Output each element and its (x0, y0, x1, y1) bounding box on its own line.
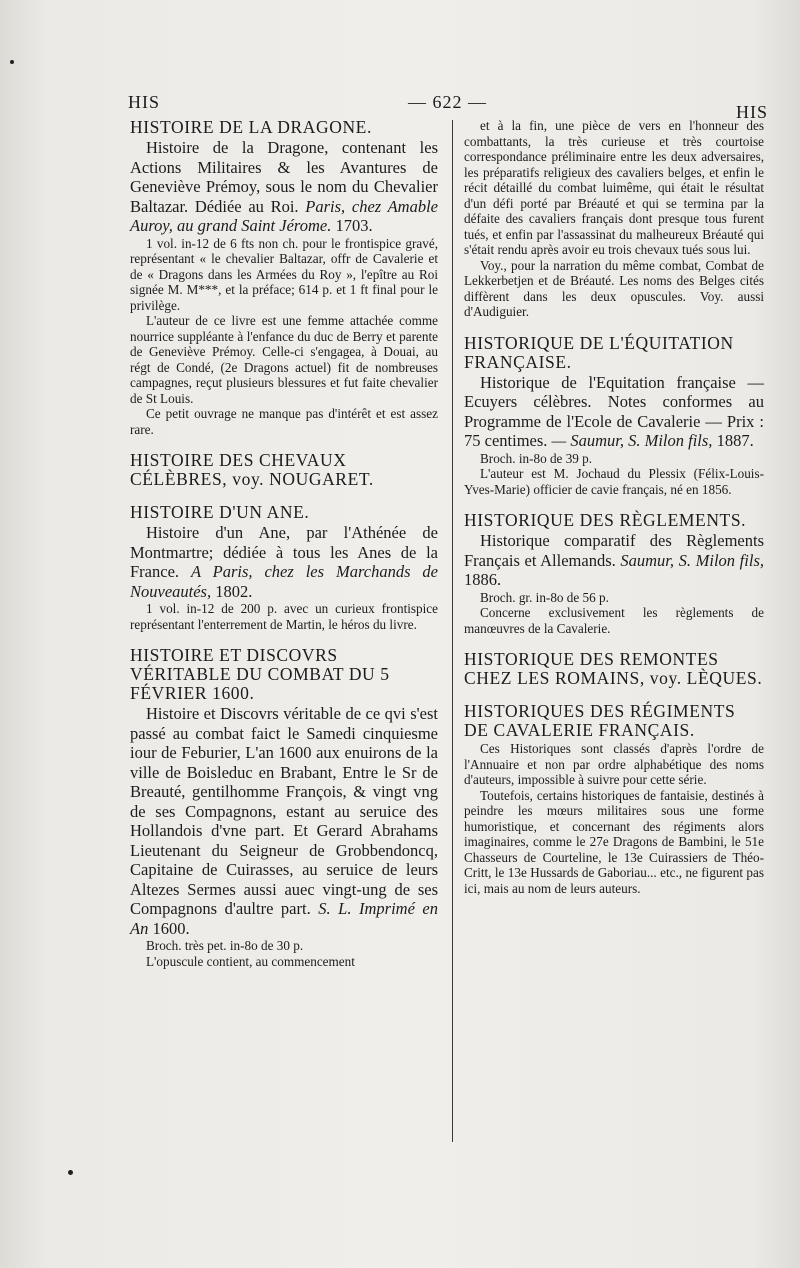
entry-note: Broch. gr. in-8o de 56 p. (480, 589, 609, 605)
entry-heading: HISTORIQUE DE L'ÉQUITATION FRANÇAISE. (464, 332, 734, 372)
entry-title-text: Historique comparatif des Règlements Français et Allemands. (464, 531, 764, 570)
entry-title-text: Histoire et Discovrs véritable de ce qvi s'est passé au combat faict le Samedi cinquiesme iour de Feburier, L'an 1600 aux enuirons de la ville de Boisleduc en Brabant, Entre le Sr de Breauté, gentilhomme François, & vingt vng de ses Compagnons, estant au seruice des Hollandois d'vne part. Et Gerard Abrahams Lieutenant du Seigneur de Grobbendoncq, Capitaine de Cuirasses, au seruice de leurs Altezes Sermes aussi auec vingt-ung de ses Compagnons d'aultre part. (130, 704, 438, 918)
running-header (128, 92, 768, 122)
entry-year: 1703. (335, 216, 373, 235)
entry-imprint: A Paris, chez les Marchands de Nouveautés, (130, 562, 438, 601)
bibliography-entry (130, 118, 438, 437)
entry-title-text: Histoire de la Dragone, contenant les Actions Militaires & les Avantures de Geneviève Prémoy, sous le nom du Chevalier Baltazar. Dédiée au Roi. (130, 138, 438, 216)
entry-title-text: Histoire d'un Ane, par l'Athénée de Montmartre; dédiée à tous les Anes de la France. (130, 523, 438, 581)
entry-imprint: S. L. Imprimé en An (130, 899, 438, 938)
speck-top (10, 60, 14, 64)
left-column (130, 118, 438, 983)
bibliography-entry (464, 650, 764, 688)
entry-note: Concerne exclusivement les règlements de manœuvres de la Cavalerie. (464, 605, 764, 636)
entry-heading: HISTOIRE DES CHEVAUX CÉLÈBRES, voy. NOUGARET. (130, 450, 374, 489)
entry-note: 1 vol. in-12 de 200 p. avec un curieux frontispice représentant l'enterrement de Martin, le héros du livre. (130, 601, 438, 632)
bibliography-entry (130, 503, 438, 632)
speck-bottom (68, 1170, 73, 1175)
right-column (464, 118, 764, 910)
entry-note: Broch. in-8o de 39 p. (480, 450, 593, 466)
entry-heading: HISTOIRE D'UN ANE. (130, 502, 310, 522)
bibliography-entry (464, 118, 764, 320)
entry-year: 1887. (716, 431, 754, 450)
entry-heading: HISTORIQUES DES RÉGIMENTS DE CAVALERIE FRANÇAIS. (464, 701, 736, 740)
entry-imprint: Saumur, S. Milon fils, (620, 550, 764, 570)
header-left: HIS (128, 92, 161, 112)
column-divider (452, 120, 453, 1142)
entry-note: Toutefois, certains historiques de fantaisie, destinés à peindre les mœurs militaires sous une forme humoristique, et concernant des régiments alors imaginaires, comme le 27e Dragons de Bambini, le 51e Chasseurs de Courteline, le 13e Cuirassiers de Théo-Critt, le 13e Hussards de Gaboriau... etc., ne figurent pas ici, mais au nom de leurs auteurs. (464, 787, 764, 896)
entry-imprint: Paris, chez Amable Auroy, au grand Saint Jérome. (130, 196, 439, 235)
entry-note: L'auteur de ce livre est une femme attachée comme nourrice suppléante à l'enfance du duc de Berry et parente de Geneviève Prémoy. Celle-ci s'engagea, à Douai, au régt de Condé, (2e Dragons actuel) fit de nombreuses campagnes, reçut plusieurs blessures et fut faite chevalier de St Louis. (130, 313, 438, 406)
entry-note: Voy., pour la narration du même combat, Combat de Lekkerbetjen et de Bréauté. Les noms des Belges cités diffèrent dans les deux opuscules. Voy. aussi d'Audiguier. (464, 257, 764, 319)
entry-year: 1886. (464, 570, 502, 589)
entry-year: 1600. (152, 918, 190, 938)
entry-title (130, 523, 438, 601)
entry-title (464, 373, 764, 451)
entry-title (464, 531, 764, 590)
entry-heading: HISTOIRE ET DISCOVRS VÉRITABLE DU COMBAT DU 5 FÉVRIER 1600. (130, 645, 390, 703)
entry-note: et à la fin, une pièce de vers en l'honneur des combattants, la très curieuse et très courtoise correspondance préliminaire entre les deux adversaires, les préparatifs religieux des cavaliers belges, et enfin le récit détaillé du combat luimême, qui était le résultat d'un défi porté par Bréauté et qui se termina par la défaite des cavaliers français dont presque tous furent tués, et enfin par l'assassinat du malheureux Bréauté qui s'était rendu après avoir eu trois chevaux tués sous lui. (464, 118, 764, 257)
entry-heading: HISTORIQUE DES RÈGLEMENTS. (464, 510, 747, 530)
entry-heading: HISTOIRE DE LA DRAGONE. (130, 117, 372, 137)
entry-title (130, 138, 438, 236)
bibliography-entry (130, 451, 438, 489)
bibliography-entry (464, 334, 764, 498)
entry-note: L'auteur est M. Jochaud du Plessix (Félix-Louis-Yves-Marie) officier de cavie français, né en 1856. (464, 466, 764, 497)
entry-note: L'opuscule contient, au commencement (146, 953, 355, 969)
bibliography-entry (464, 511, 764, 636)
bibliography-entry (464, 702, 764, 896)
entry-note: Ces Historiques sont classés d'après l'ordre de l'Annuaire et non par ordre alphabétique des noms d'auteurs, impossible à suivre pour cette série. (464, 741, 764, 787)
entry-note: 1 vol. in-12 de 6 fts non ch. pour le frontispice gravé, représentant « le chevalier Baltazar, offr de Cavalerie et de « Dragons dans les Armées du Roy », l'epître au Roi signée M. M***, et la préface; 614 p. et 1 ft final pour le privilège. (130, 235, 438, 313)
entry-note: Broch. très pet. in-8o de 30 p. (146, 938, 304, 953)
entry-imprint: — Saumur, S. Milon fils, (551, 431, 713, 450)
bibliography-entry (130, 646, 438, 969)
entry-title (130, 704, 438, 938)
entry-year: 1802. (215, 581, 253, 601)
page-number: — 622 — (408, 92, 487, 112)
header-right: HIS (735, 102, 768, 122)
entry-heading: HISTORIQUE DES REMONTES CHEZ LES ROMAINS, voy. LÈQUES. (464, 649, 763, 688)
entry-title-text: Historique de l'Equitation française — Ecuyers célèbres. Notes conformes au Programme de l'Ecole de Cavalerie — Prix : 75 centimes. (464, 372, 764, 450)
entry-note: Ce petit ouvrage ne manque pas d'intérêt et est assez rare. (130, 406, 438, 437)
